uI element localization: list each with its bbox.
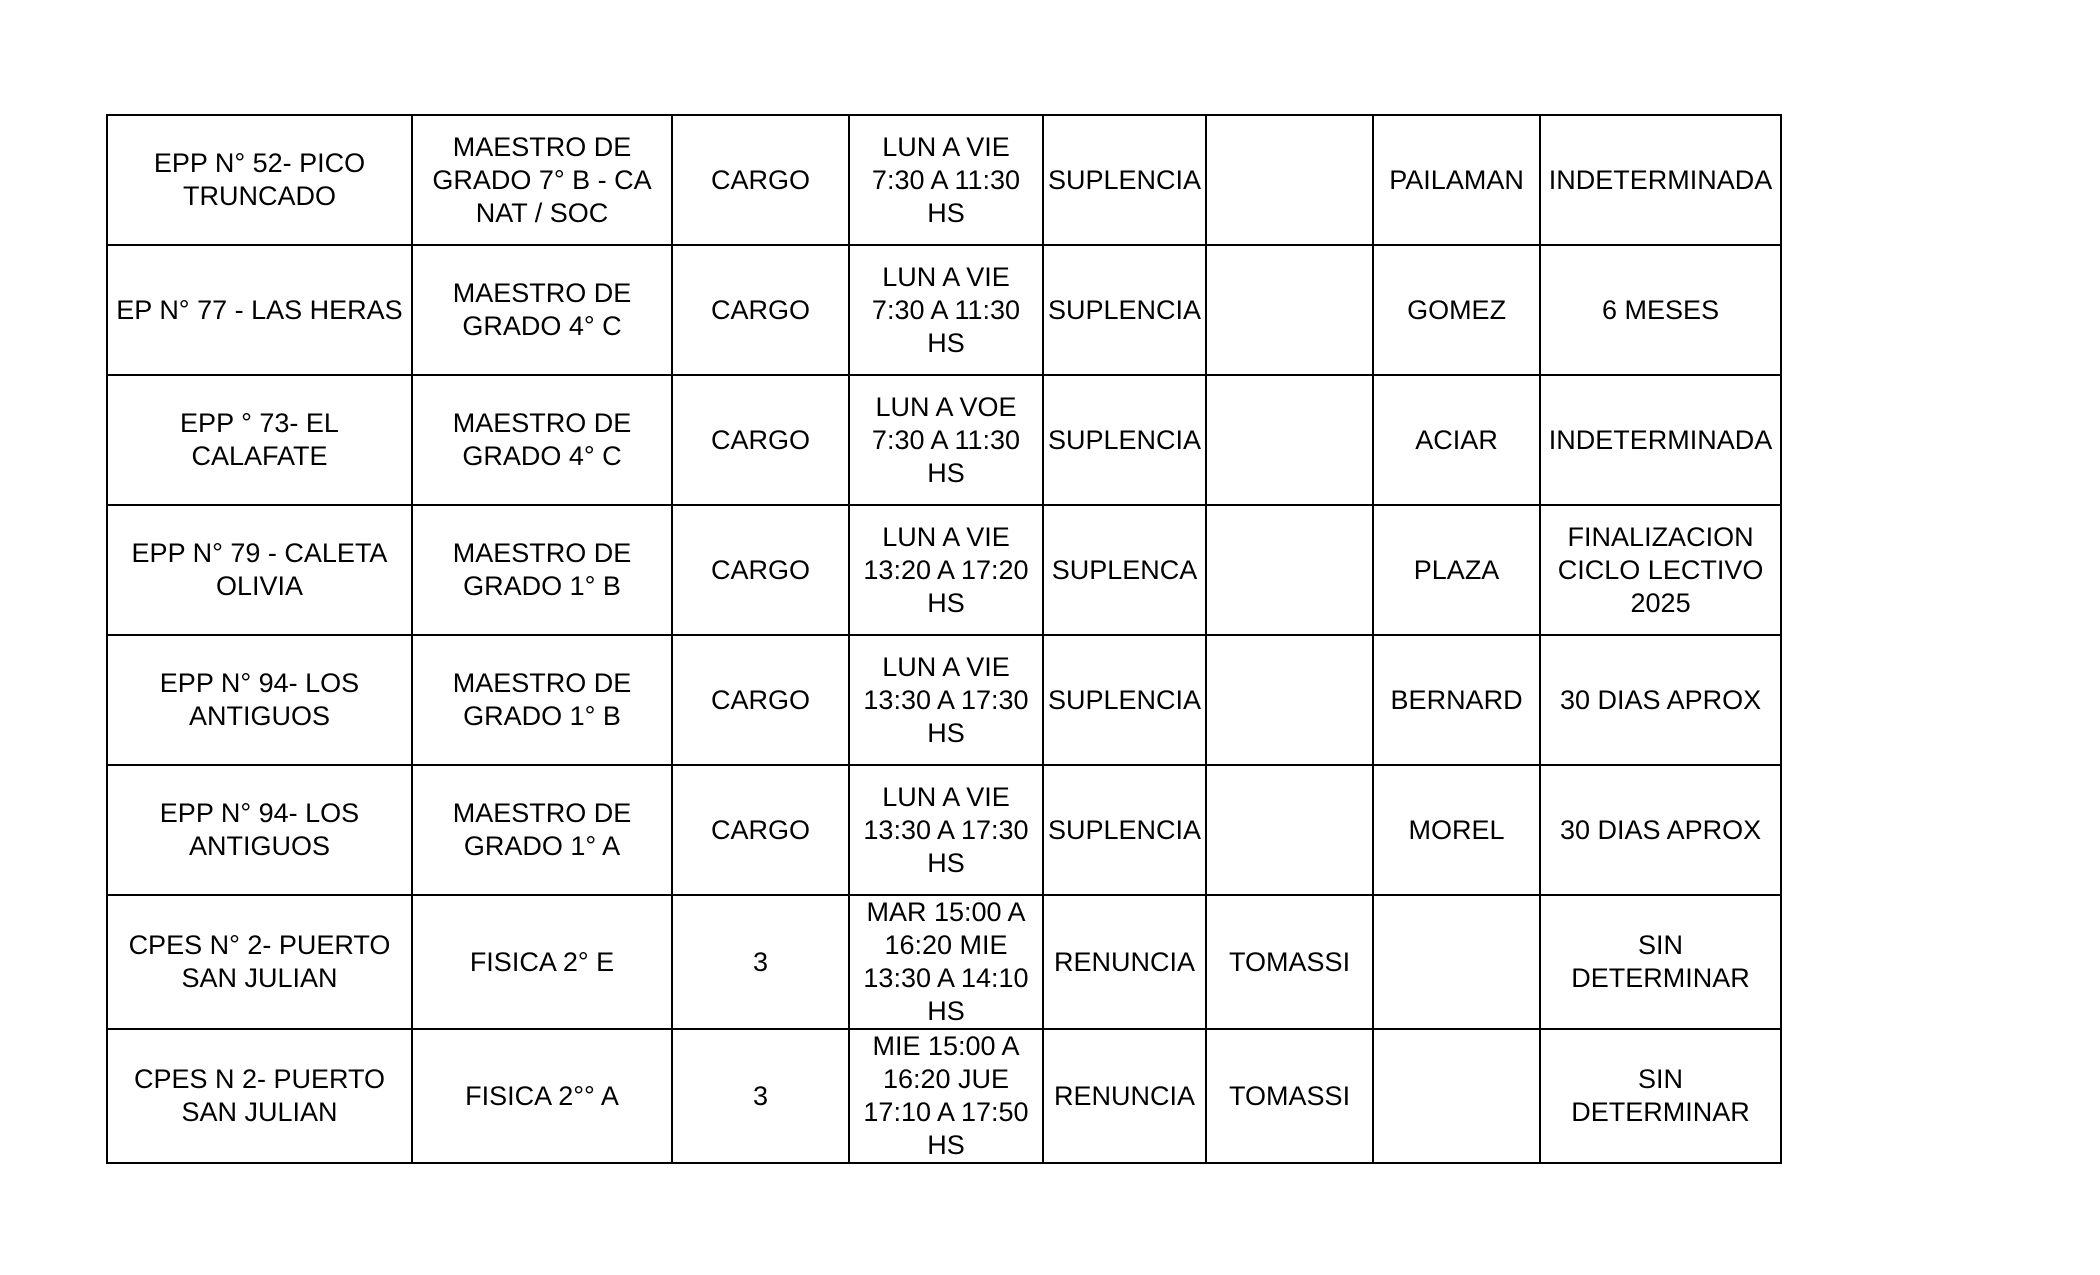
cell-departing <box>1206 245 1373 375</box>
cell-school: CPES N 2- PUERTO SAN JULIAN <box>107 1029 412 1163</box>
cell-replaced: PLAZA <box>1373 505 1540 635</box>
cell-type: RENUNCIA <box>1043 895 1206 1029</box>
cell-hours: CARGO <box>672 765 849 895</box>
table-row <box>107 635 1781 765</box>
cell-schedule: MIE 15:00 A 16:20 JUE 17:10 A 17:50 HS <box>849 1029 1043 1163</box>
cell-schedule: LUN A VIE 13:30 A 17:30 HS <box>849 765 1043 895</box>
cell-type: SUPLENCIA <box>1043 245 1206 375</box>
cell-school: EPP N° 94- LOS ANTIGUOS <box>107 635 412 765</box>
cell-replaced: ACIAR <box>1373 375 1540 505</box>
table-body <box>107 115 1781 1163</box>
cell-type: SUPLENCIA <box>1043 765 1206 895</box>
cell-duration: FINALIZACION CICLO LECTIVO 2025 <box>1540 505 1781 635</box>
cell-hours: CARGO <box>672 115 849 245</box>
cell-position: MAESTRO DE GRADO 1° A <box>412 765 672 895</box>
cell-schedule: MAR 15:00 A 16:20 MIE 13:30 A 14:10 HS <box>849 895 1043 1029</box>
table-row <box>107 1029 1781 1163</box>
cell-school: EP N° 77 - LAS HERAS <box>107 245 412 375</box>
table-row <box>107 375 1781 505</box>
cell-departing <box>1206 375 1373 505</box>
cell-position: MAESTRO DE GRADO 4° C <box>412 245 672 375</box>
table-row <box>107 115 1781 245</box>
cell-school: EPP N° 79 - CALETA OLIVIA <box>107 505 412 635</box>
cell-school: EPP ° 73- EL CALAFATE <box>107 375 412 505</box>
cell-type: SUPLENCA <box>1043 505 1206 635</box>
cell-hours: CARGO <box>672 635 849 765</box>
cell-school: EPP N° 52- PICO TRUNCADO <box>107 115 412 245</box>
cell-replaced: PAILAMAN <box>1373 115 1540 245</box>
cell-school: CPES N° 2- PUERTO SAN JULIAN <box>107 895 412 1029</box>
table-row <box>107 245 1781 375</box>
cell-departing: TOMASSI <box>1206 1029 1373 1163</box>
cell-duration: INDETERMINADA <box>1540 375 1781 505</box>
cell-position: FISICA 2°° A <box>412 1029 672 1163</box>
cell-position: FISICA 2° E <box>412 895 672 1029</box>
cell-school: EPP N° 94- LOS ANTIGUOS <box>107 765 412 895</box>
cell-hours: CARGO <box>672 505 849 635</box>
cell-replaced: GOMEZ <box>1373 245 1540 375</box>
cell-type: RENUNCIA <box>1043 1029 1206 1163</box>
cell-hours: 3 <box>672 1029 849 1163</box>
cell-hours: CARGO <box>672 245 849 375</box>
cell-replaced <box>1373 1029 1540 1163</box>
cell-departing: TOMASSI <box>1206 895 1373 1029</box>
cell-hours: 3 <box>672 895 849 1029</box>
cell-duration: INDETERMINADA <box>1540 115 1781 245</box>
cell-replaced <box>1373 895 1540 1029</box>
cell-duration: 30 DIAS APROX <box>1540 765 1781 895</box>
cell-replaced: MOREL <box>1373 765 1540 895</box>
cell-departing <box>1206 635 1373 765</box>
cell-duration: SIN DETERMINAR <box>1540 1029 1781 1163</box>
cell-duration: SIN DETERMINAR <box>1540 895 1781 1029</box>
cell-departing <box>1206 505 1373 635</box>
cell-type: SUPLENCIA <box>1043 115 1206 245</box>
cell-schedule: LUN A VIE 13:30 A 17:30 HS <box>849 635 1043 765</box>
cell-type: SUPLENCIA <box>1043 635 1206 765</box>
cell-replaced: BERNARD <box>1373 635 1540 765</box>
cell-duration: 30 DIAS APROX <box>1540 635 1781 765</box>
cell-schedule: LUN A VIE 13:20 A 17:20 HS <box>849 505 1043 635</box>
cell-departing <box>1206 765 1373 895</box>
cell-hours: CARGO <box>672 375 849 505</box>
cell-position: MAESTRO DE GRADO 1° B <box>412 505 672 635</box>
cell-departing <box>1206 115 1373 245</box>
cell-position: MAESTRO DE GRADO 7° B - CA NAT / SOC <box>412 115 672 245</box>
table-row <box>107 505 1781 635</box>
cell-duration: 6 MESES <box>1540 245 1781 375</box>
cell-position: MAESTRO DE GRADO 4° C <box>412 375 672 505</box>
table-row <box>107 895 1781 1029</box>
table-row <box>107 765 1781 895</box>
cell-position: MAESTRO DE GRADO 1° B <box>412 635 672 765</box>
cell-type: SUPLENCIA <box>1043 375 1206 505</box>
cell-schedule: LUN A VOE 7:30 A 11:30 HS <box>849 375 1043 505</box>
vacancies-table <box>106 114 1782 1164</box>
cell-schedule: LUN A VIE 7:30 A 11:30 HS <box>849 245 1043 375</box>
cell-schedule: LUN A VIE 7:30 A 11:30 HS <box>849 115 1043 245</box>
